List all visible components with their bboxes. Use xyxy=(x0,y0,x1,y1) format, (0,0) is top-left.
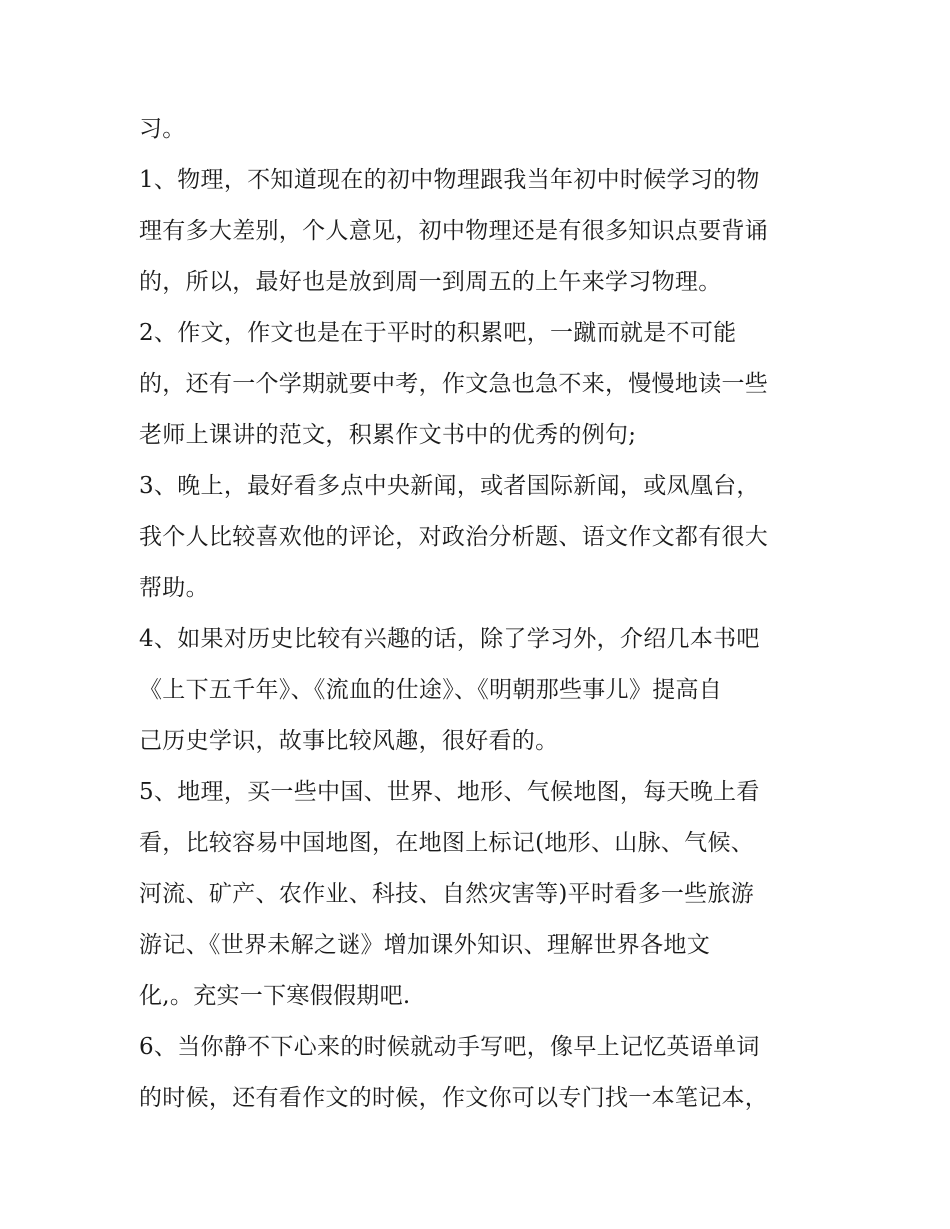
text-line: 化,。充实一下寒假假期吧. xyxy=(139,983,411,1009)
text-line: 《上下五千年》、《流血的仕途》、《明朝那些事儿》提高自 xyxy=(139,677,723,703)
text-line: 老师上课讲的范文，积累作文书中的优秀的例句; xyxy=(139,422,637,448)
text-line: 河流、矿产、农作业、科技、自然灾害等)平时看多一些旅游 xyxy=(139,881,755,907)
document-body xyxy=(139,104,829,1124)
text-line: 4、如果对历史比较有兴趣的话，除了学习外，介绍几本书吧 xyxy=(139,626,760,652)
text-line: 的，还有一个学期就要中考，作文急也急不来，慢慢地读一些 xyxy=(139,371,769,397)
text-line: 看，比较容易中国地图，在地图上标记(地形、山脉、气候、 xyxy=(139,830,755,856)
text-line: 1、物理，不知道现在的初中物理跟我当年初中时候学习的物 xyxy=(139,167,760,193)
text-line: 帮助。 xyxy=(139,575,209,601)
text-line: 6、当你静不下心来的时候就动手写吧，像早上记忆英语单词 xyxy=(139,1034,760,1060)
text-line: 的，所以，最好也是放到周一到周五的上午来学习物理。 xyxy=(139,269,722,295)
text-line: 的时候，还有看作文的时候，作文你可以专门找一本笔记本， xyxy=(139,1085,769,1111)
text-line: 己历史学识，故事比较风趣，很好看的。 xyxy=(139,728,559,754)
text-line: 3、晚上，最好看多点中央新闻，或者国际新闻，或凤凰台， xyxy=(139,473,760,499)
text-line: 游记、《世界未解之谜》增加课外知识、理解世界各地文 xyxy=(139,932,710,958)
text-line: 习。 xyxy=(139,116,186,142)
text-line: 我个人比较喜欢他的评论，对政治分析题、语文作文都有很大 xyxy=(139,524,769,550)
text-line: 2、作文，作文也是在于平时的积累吧，一蹴而就是不可能 xyxy=(139,320,737,346)
text-line: 5、地理，买一些中国、世界、地形、气候地图，每天晚上看 xyxy=(139,779,760,805)
text-line: 理有多大差别，个人意见，初中物理还是有很多知识点要背诵 xyxy=(139,218,769,244)
